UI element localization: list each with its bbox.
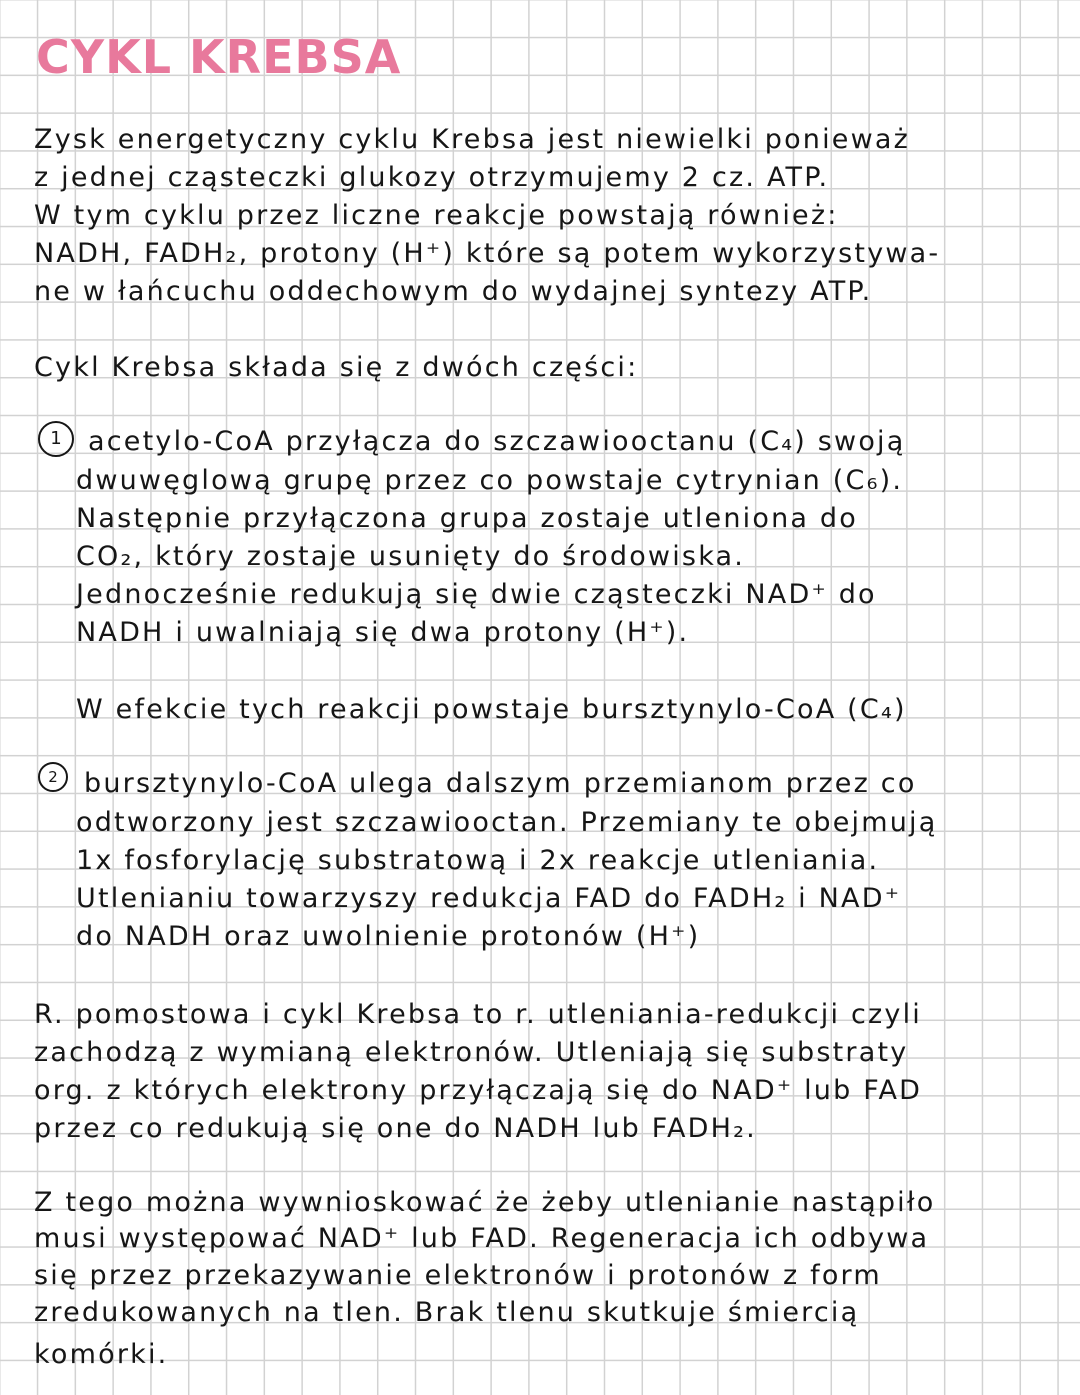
- text-line: acetylo-CoA przyłącza do szczawiooctanu (C₄) swoją: [88, 426, 906, 457]
- text-line: bursztynylo-CoA ulega dalszym przemianom przez co: [84, 768, 917, 799]
- text-line: Utlenianiu towarzyszy redukcja FAD do FADH₂ i NAD⁺: [76, 883, 902, 914]
- text-line: się przez przekazywanie elektronów i protonów z form: [34, 1260, 882, 1291]
- text-line: W tym cyklu przez liczne reakcje powstają również:: [34, 200, 839, 231]
- text-line: ne w łańcuchu oddechowym do wydajnej syntezy ATP.: [34, 276, 873, 307]
- text-line: musi występować NAD⁺ lub FAD. Regeneracja ich odbywa: [34, 1223, 930, 1254]
- text-line: CO₂, który zostaje usunięty do środowiska.: [76, 541, 746, 572]
- text-line: odtworzony jest szczawiooctan. Przemiany te obejmują: [76, 807, 938, 838]
- text-line: Następnie przyłączona grupa zostaje utleniona do: [76, 503, 858, 534]
- text-line: Z tego można wywnioskować że żeby utlenianie nastąpiło: [34, 1187, 936, 1218]
- text-line: komórki.: [34, 1339, 169, 1370]
- text-line: NADH i uwalniają się dwa protony (H⁺).: [76, 617, 690, 648]
- text-line: z jednej cząsteczki glukozy otrzymujemy 2 cz. ATP.: [34, 162, 830, 193]
- text-line: zachodzą z wymianą elektronów. Utleniają się substraty: [34, 1037, 909, 1068]
- text-line: NADH, FADH₂, protony (H⁺) które są potem wykorzystywa-: [34, 238, 941, 269]
- number-circle-1: 1: [38, 421, 74, 457]
- text-line: do NADH oraz uwolnienie protonów (H⁺): [76, 921, 701, 952]
- text-line: zredukowanych na tlen. Brak tlenu skutkuje śmiercią: [34, 1297, 860, 1328]
- number-circle-2: 2: [38, 762, 68, 792]
- text-line: org. z których elektrony przyłączają się do NAD⁺ lub FAD: [34, 1075, 923, 1106]
- text-line: 1x fosforylację substratową i 2x reakcje utleniania.: [76, 845, 880, 876]
- text-line: przez co redukują się one do NADH lub FADH₂.: [34, 1113, 757, 1144]
- text-line: Jednocześnie redukują się dwie cząsteczki NAD⁺ do: [76, 579, 877, 610]
- text-line: dwuwęglową grupę przez co powstaje cytrynian (C₆).: [76, 465, 904, 496]
- intro-line: Cykl Krebsa składa się z dwóch części:: [34, 352, 639, 383]
- text-line: Zysk energetyczny cyklu Krebsa jest niewielki ponieważ: [34, 124, 911, 155]
- text-line: W efekcie tych reakcji powstaje bursztynylo-CoA (C₄): [76, 694, 907, 725]
- page-title: CYKL KREBSA: [36, 30, 402, 84]
- text-line: R. pomostowa i cykl Krebsa to r. utleniania-redukcji czyli: [34, 999, 922, 1030]
